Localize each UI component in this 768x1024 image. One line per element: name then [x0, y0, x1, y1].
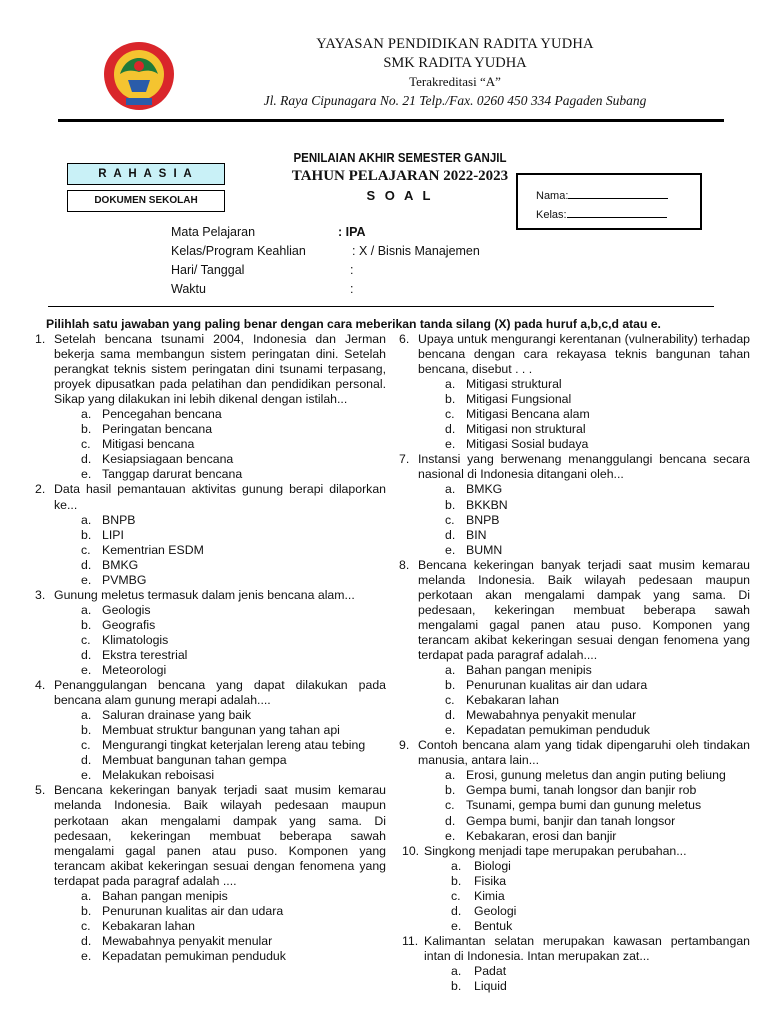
exam-title: PENILAIAN AKHIR SEMESTER GANJIL [293, 151, 507, 165]
answer-option[interactable] [418, 407, 750, 422]
answer-options [424, 964, 750, 994]
answer-option[interactable] [424, 889, 750, 904]
option-letter: d. [445, 527, 456, 542]
instruction: Pilihlah satu jawaban yang paling benar dengan cara meberikan tanda silang (X) pada huruf a,b,c,d atau e. [46, 317, 661, 331]
option-text: PVMBG [102, 572, 147, 587]
answer-option[interactable] [418, 798, 750, 813]
answer-option[interactable] [54, 422, 386, 437]
question-number: 6. [399, 332, 410, 346]
accreditation: Terakreditasi “A” [409, 74, 501, 89]
option-text: Kebakaran lahan [466, 693, 559, 708]
answer-option[interactable] [54, 663, 386, 678]
option-text: Bahan pangan menipis [102, 888, 228, 903]
option-letter: e. [445, 723, 456, 738]
option-text: Mitigasi bencana [102, 437, 195, 452]
question-number: 2. [35, 482, 46, 497]
question-item [396, 844, 750, 934]
option-letter: b. [445, 497, 456, 512]
option-text: Mewabahnya penyakit menular [102, 933, 273, 948]
answer-option[interactable] [54, 723, 386, 738]
subject-value: : IPA [338, 225, 366, 239]
option-text: Mitigasi Bencana alam [466, 407, 590, 422]
option-text: Penurunan kualitas air dan udara [466, 678, 648, 693]
name-field[interactable] [568, 187, 668, 199]
option-letter: b. [81, 527, 92, 542]
option-text: BNPB [466, 512, 500, 527]
answer-option[interactable] [54, 889, 386, 904]
answer-option[interactable] [424, 919, 750, 934]
option-letter: e. [445, 828, 456, 843]
question-text: Data hasil pemantauan aktivitas gunung berapi dilaporkan ke... [54, 482, 386, 512]
question-text: Gunung meletus termasuk dalam jenis bencana alam... [54, 587, 355, 602]
option-letter: d. [445, 813, 456, 828]
question-number: 4. [35, 678, 46, 693]
option-text: Kesiapsiagaan bencana [102, 452, 234, 467]
answer-options [418, 482, 750, 557]
question-item [32, 783, 386, 964]
option-text: Penurunan kualitas air dan udara [102, 903, 284, 918]
question-text: Contoh bencana alam yang tidak dipengaruhi oleh tindakan manusia, antara lain... [418, 738, 750, 768]
option-letter: c. [445, 512, 455, 527]
class-program-label: Kelas/Program Keahlian [171, 244, 306, 258]
class-label: Kelas: [536, 209, 567, 221]
option-letter: e. [81, 572, 92, 587]
option-letter: d. [81, 647, 92, 662]
answer-option[interactable] [418, 693, 750, 708]
question-number: 5. [35, 783, 46, 798]
question-text: Penanggulangan bencana yang dapat dilakukan pada bencana alam gunung merapi adalah.... [54, 678, 386, 708]
question-item [396, 332, 750, 452]
option-letter: c. [81, 437, 91, 452]
question-text: Kalimantan selatan merupakan kawasan pertambangan intan di Indonesia. Intan merupakan zat... [424, 933, 750, 963]
option-letter: d. [81, 753, 92, 768]
answer-option[interactable] [54, 573, 386, 588]
option-letter: c. [81, 918, 91, 933]
question-text: Bencana kekeringan banyak terjadi saat musim kemarau melanda Indonesia. Baik wilayah pedesaan maupun perkotaan akan mengalami dampak yang sama. Di pedesaan, kekeringan membuat beberapa sawah mengalami gagal panen atau puso. Komponen yang terancam akibat kekeringan sesuai dengan fenomena yang terdapat pada paragraf adalah .... [54, 783, 386, 888]
answer-option[interactable] [418, 498, 750, 513]
answer-options [54, 603, 386, 678]
option-letter: a. [81, 407, 92, 422]
answer-option[interactable] [418, 783, 750, 798]
option-letter: d. [451, 903, 462, 918]
answer-option[interactable] [54, 633, 386, 648]
answer-option[interactable] [418, 814, 750, 829]
option-letter: a. [81, 888, 92, 903]
question-text: Singkong menjadi tape merupakan perubahan... [424, 843, 687, 858]
option-text: Gempa bumi, banjir dan tanah longsor [466, 813, 676, 828]
answer-options [54, 513, 386, 588]
answer-option[interactable] [424, 979, 750, 994]
answer-option[interactable] [418, 543, 750, 558]
option-letter: b. [445, 678, 456, 693]
option-letter: b. [81, 723, 92, 738]
option-letter: d. [445, 708, 456, 723]
option-text: Melakukan reboisasi [102, 768, 215, 783]
answer-option[interactable] [54, 949, 386, 964]
question-text: Bencana kekeringan banyak terjadi saat musim kemarau melanda Indonesia. Baik wilayah pedesaan maupun perkotaan akan mengalami dampak yang sama. Di pedesaan, kekeringan membuat beberapa sawah mengalami gagal panen atau puso. Komponen yang terancam akibat kekeringan sesuai dengan fenomena yang terdapat pada paragraf adalah.... [418, 557, 750, 662]
option-letter: b. [81, 422, 92, 437]
questions-left-column [32, 332, 386, 964]
option-text: Kepadatan pemukiman penduduk [466, 723, 650, 738]
option-text: Ekstra terestrial [102, 647, 188, 662]
option-letter: a. [445, 768, 456, 783]
answer-option[interactable] [418, 829, 750, 844]
answer-option[interactable] [54, 618, 386, 633]
question-number: 10. [402, 843, 420, 858]
option-letter: e. [445, 437, 456, 452]
option-letter: e. [81, 948, 92, 963]
option-letter: a. [451, 858, 462, 873]
answer-options [54, 889, 386, 964]
answer-option[interactable] [54, 904, 386, 919]
option-letter: b. [81, 617, 92, 632]
question-item [32, 678, 386, 783]
answer-option[interactable] [418, 663, 750, 678]
option-letter: c. [445, 407, 455, 422]
option-letter: c. [445, 798, 455, 813]
answer-option[interactable] [54, 543, 386, 558]
option-text: Mitigasi struktural [466, 377, 562, 392]
answer-option[interactable] [418, 437, 750, 452]
answer-option[interactable] [418, 377, 750, 392]
answer-option[interactable] [54, 467, 386, 482]
option-letter: e. [451, 918, 462, 933]
answer-option[interactable] [54, 407, 386, 422]
option-text: Kementrian ESDM [102, 542, 204, 557]
option-text: Membuat bangunan tahan gempa [102, 753, 287, 768]
option-text: Bentuk [474, 918, 513, 933]
answer-option[interactable] [54, 934, 386, 949]
option-text: Geologis [102, 602, 151, 617]
option-text: Membuat struktur bangunan yang tahan api [102, 723, 340, 738]
answer-option[interactable] [54, 708, 386, 723]
question-number: 8. [399, 557, 410, 572]
option-text: Saluran drainase yang baik [102, 708, 252, 723]
question-text: Instansi yang berwenang menanggulangi bencana secara nasional di Indonesia ditangani oleh... [418, 452, 750, 482]
option-letter: e. [81, 467, 92, 482]
option-text: BNPB [102, 512, 136, 527]
class-field[interactable] [567, 206, 667, 218]
answer-options [54, 407, 386, 482]
option-letter: d. [81, 933, 92, 948]
time-value: : [350, 282, 354, 296]
question-item [32, 588, 386, 678]
option-text: Geologi [474, 903, 517, 918]
question-number: 3. [35, 587, 46, 602]
exam-type: S O A L [366, 188, 434, 203]
question-item [396, 738, 750, 843]
question-item [396, 934, 750, 994]
answer-option[interactable] [54, 452, 386, 467]
answer-option[interactable] [54, 513, 386, 528]
school-address: Jl. Raya Cipunagara No. 21 Telp./Fax. 0260 450 334 Pagaden Subang [263, 93, 647, 108]
option-text: Kebakaran, erosi dan banjir [466, 828, 617, 843]
option-letter: d. [81, 452, 92, 467]
option-text: Mitigasi Sosial budaya [466, 437, 589, 452]
option-letter: a. [445, 663, 456, 678]
option-letter: e. [445, 542, 456, 557]
option-text: Kebakaran lahan [102, 918, 195, 933]
option-text: Mewabahnya penyakit menular [466, 708, 637, 723]
option-text: Fisika [474, 873, 507, 888]
answer-option[interactable] [424, 904, 750, 919]
option-text: LIPI [102, 527, 124, 542]
class-program-value: : X / Bisnis Manajemen [352, 244, 480, 258]
option-text: BKKBN [466, 497, 508, 512]
option-letter: c. [81, 632, 91, 647]
answer-options [54, 708, 386, 783]
answer-options [418, 377, 750, 452]
option-letter: c. [81, 542, 91, 557]
answer-option[interactable] [424, 964, 750, 979]
option-text: Erosi, gunung meletus dan angin puting beliung [466, 768, 726, 783]
option-letter: a. [81, 512, 92, 527]
option-letter: a. [445, 377, 456, 392]
answer-option[interactable] [418, 392, 750, 407]
answer-option[interactable] [424, 874, 750, 889]
option-letter: e. [81, 663, 92, 678]
option-text: BIN [466, 527, 487, 542]
answer-option[interactable] [418, 528, 750, 543]
date-value: : [350, 263, 354, 277]
option-text: Kepadatan pemukiman penduduk [102, 948, 286, 963]
option-letter: e. [81, 768, 92, 783]
question-number: 11. [402, 933, 419, 948]
question-item [396, 452, 750, 557]
option-letter: a. [81, 602, 92, 617]
subject-label: Mata Pelajaran [171, 225, 256, 239]
exam-year: TAHUN PELAJARAN 2022-2023 [291, 168, 509, 184]
question-number: 9. [399, 738, 410, 753]
option-text: Padat [474, 963, 507, 978]
answer-option[interactable] [54, 528, 386, 543]
answer-option[interactable] [418, 513, 750, 528]
question-number: 1. [35, 332, 46, 346]
option-letter: c. [451, 888, 461, 903]
answer-option[interactable] [54, 603, 386, 618]
option-text: Mengurangi tingkat keterjalan lereng atau tebing [102, 738, 366, 753]
option-letter: b. [451, 979, 462, 994]
option-text: Mitigasi Fungsional [466, 392, 572, 407]
info-divider [48, 306, 714, 307]
option-letter: b. [445, 392, 456, 407]
name-label: Nama: [536, 190, 569, 202]
secret-label: R A H A S I A [67, 163, 225, 185]
option-letter: c. [445, 693, 455, 708]
answer-option[interactable] [54, 768, 386, 783]
school-name: SMK RADITA YUDHA [383, 55, 527, 71]
option-text: Liquid [474, 979, 507, 994]
option-letter: b. [445, 783, 456, 798]
answer-option[interactable] [418, 422, 750, 437]
answer-option[interactable] [418, 482, 750, 497]
answer-option[interactable] [54, 919, 386, 934]
answer-option[interactable] [418, 768, 750, 783]
option-text: BUMN [466, 542, 503, 557]
answer-options [424, 859, 750, 934]
answer-option[interactable] [54, 648, 386, 663]
option-text: Meteorologi [102, 663, 167, 678]
option-text: Peringatan bencana [102, 422, 213, 437]
option-letter: a. [81, 708, 92, 723]
answer-options [418, 768, 750, 843]
answer-options [418, 663, 750, 738]
option-text: Tsunami, gempa bumi dan gunung meletus [466, 798, 702, 813]
document-label: DOKUMEN SEKOLAH [67, 190, 225, 212]
option-text: Biologi [474, 858, 511, 873]
answer-option[interactable] [54, 753, 386, 768]
option-letter: c. [81, 738, 91, 753]
foundation-name: YAYASAN PENDIDIKAN RADITA YUDHA [316, 36, 594, 52]
header-divider [58, 119, 724, 122]
option-text: Gempa bumi, tanah longsor dan banjir rob [466, 783, 697, 798]
answer-option[interactable] [54, 738, 386, 753]
option-letter: a. [445, 482, 456, 497]
option-text: Klimatologis [102, 632, 169, 647]
answer-option[interactable] [54, 437, 386, 452]
option-letter: a. [451, 963, 462, 978]
questions-right-column [396, 332, 750, 994]
option-letter: b. [451, 873, 462, 888]
question-text: Upaya untuk mengurangi kerentanan (vulnerability) terhadap bencana dengan cara rekayasa teknis bangunan tahan bencana, disebut . . . [418, 332, 750, 377]
answer-option[interactable] [418, 708, 750, 723]
option-text: BMKG [102, 557, 139, 572]
option-text: BMKG [466, 482, 503, 497]
question-item [32, 482, 386, 587]
date-label: Hari/ Tanggal [171, 263, 245, 277]
question-item [32, 332, 386, 482]
option-text: Bahan pangan menipis [466, 663, 592, 678]
option-text: Kimia [474, 888, 505, 903]
question-number: 7. [399, 452, 410, 467]
student-identity-box [516, 173, 702, 230]
answer-option[interactable] [418, 723, 750, 738]
option-text: Geografis [102, 617, 156, 632]
answer-option[interactable] [54, 558, 386, 573]
time-label: Waktu [171, 282, 206, 296]
option-text: Tanggap darurat bencana [102, 467, 243, 482]
option-text: Mitigasi non struktural [466, 422, 586, 437]
question-item [396, 558, 750, 739]
option-text: Pencegahan bencana [102, 407, 222, 422]
option-letter: d. [445, 422, 456, 437]
answer-option[interactable] [418, 678, 750, 693]
option-letter: d. [81, 557, 92, 572]
answer-option[interactable] [424, 859, 750, 874]
question-text: Setelah bencana tsunami 2004, Indonesia dan Jerman bekerja sama membangun sistem peringatan dini. Setelah perangkat teknis sistem peringatan dini tsunami terpasang, proyek dipusatkan pada pelatihan dan pendidikan personal. Sikap yang dilakukan ini lebih dikenal dengan istilah... [54, 332, 386, 407]
option-letter: b. [81, 903, 92, 918]
